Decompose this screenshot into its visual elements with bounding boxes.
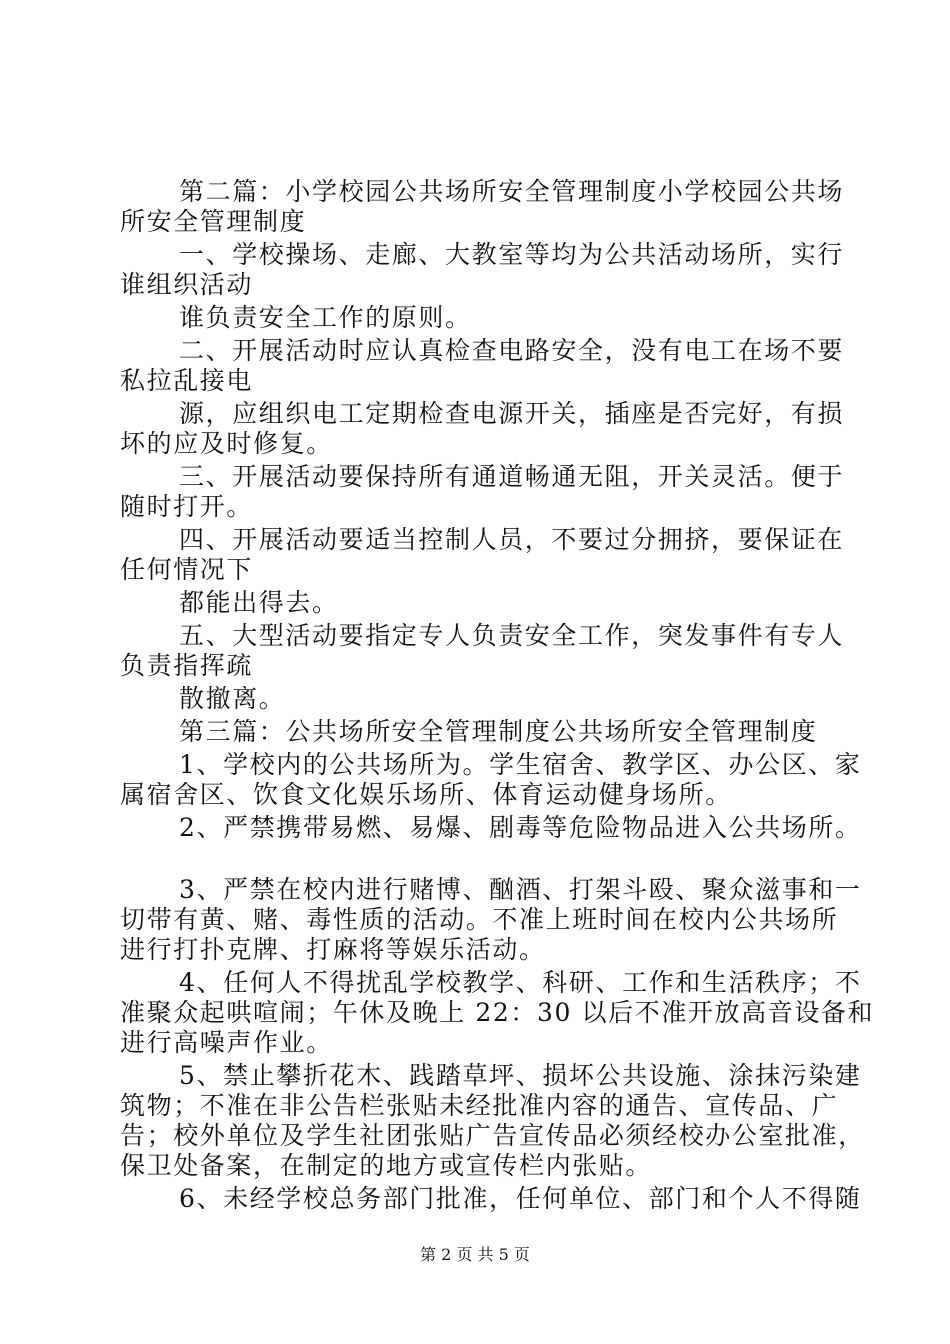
- paragraph-line: 属宿舍区、饮食文化娱乐场所、体育运动健身场所。: [120, 780, 732, 809]
- paragraph-line: 散撤离。: [179, 684, 286, 713]
- paragraph-line: 第二篇：小学校园公共场所安全管理制度小学校园公共场: [179, 177, 845, 206]
- paragraph-line: 二、开展活动时应认真检查电路安全，没有电工在场不要: [179, 336, 845, 365]
- paragraph-line: 6、未经学校总务部门批准，任何单位、部门和个人不得随: [179, 1184, 862, 1213]
- paragraph-line: 坏的应及时修复。: [120, 429, 333, 458]
- paragraph-line: 四、开展活动要适当控制人员，不要过分拥挤，要保证在: [179, 525, 845, 554]
- paragraph-line: 保卫处备案，在制定的地方或宣传栏内张贴。: [120, 1151, 653, 1180]
- paragraph-line: 第三篇：公共场所安全管理制度公共场所安全管理制度: [179, 717, 818, 746]
- paragraph-line: 负责指挥疏: [120, 651, 254, 680]
- paragraph-line: 告；校外单位及学生社团张贴广告宣传品必须经校办公室批准，: [120, 1121, 865, 1150]
- paragraph-line: 都能出得去。: [179, 588, 339, 617]
- paragraph-line: 三、开展活动要保持所有通道畅通无阻，开关灵活。便于: [179, 462, 845, 491]
- paragraph-line: 私拉乱接电: [120, 366, 254, 395]
- paragraph-line: 2、严禁携带易燃、易爆、剧毒等危险物品进入公共场所。: [179, 813, 862, 842]
- paragraph-line: 筑物；不准在非公告栏张贴未经批准内容的通告、宣传品、广: [120, 1091, 839, 1120]
- page-number-footer: 第 2 页 共 5 页: [420, 1245, 530, 1264]
- paragraph-line: 源，应组织电工定期检查电源开关，插座是否完好，有损: [179, 399, 845, 428]
- paragraph-line: 进行打扑克牌、打麻将等娱乐活动。: [120, 935, 546, 964]
- paragraph-line: 3、严禁在校内进行赌博、酗酒、打架斗殴、聚众滋事和一: [179, 875, 862, 904]
- paragraph-line: 谁组织活动: [120, 270, 254, 299]
- paragraph-line: 进行高噪声作业。: [120, 1028, 333, 1057]
- paragraph-line: 切带有黄、赌、毒性质的活动。不准上班时间在校内公共场所: [120, 905, 839, 934]
- paragraph-line: 5、禁止攀折花木、践踏草坪、损坏公共设施、涂抹污染建: [179, 1061, 862, 1090]
- paragraph-line: 一、学校操场、走廊、大教室等均为公共活动场所，实行: [179, 240, 845, 269]
- paragraph-line: 4、任何人不得扰乱学校教学、科研、工作和生活秩序；不: [179, 968, 862, 997]
- paragraph-line: 所安全管理制度: [120, 207, 307, 236]
- paragraph-line: 任何情况下: [120, 555, 254, 584]
- paragraph-line: 五、大型活动要指定专人负责安全工作，突发事件有专人: [179, 621, 845, 650]
- paragraph-line: 随时打开。: [120, 492, 254, 521]
- paragraph-line: 1、学校内的公共场所为。学生宿舍、教学区、办公区、家: [179, 750, 862, 779]
- paragraph-line: 准聚众起哄喧闹；午休及晚上 22：30 以后不准开放高音设备和: [120, 998, 875, 1027]
- paragraph-line: 谁负责安全工作的原则。: [179, 303, 472, 332]
